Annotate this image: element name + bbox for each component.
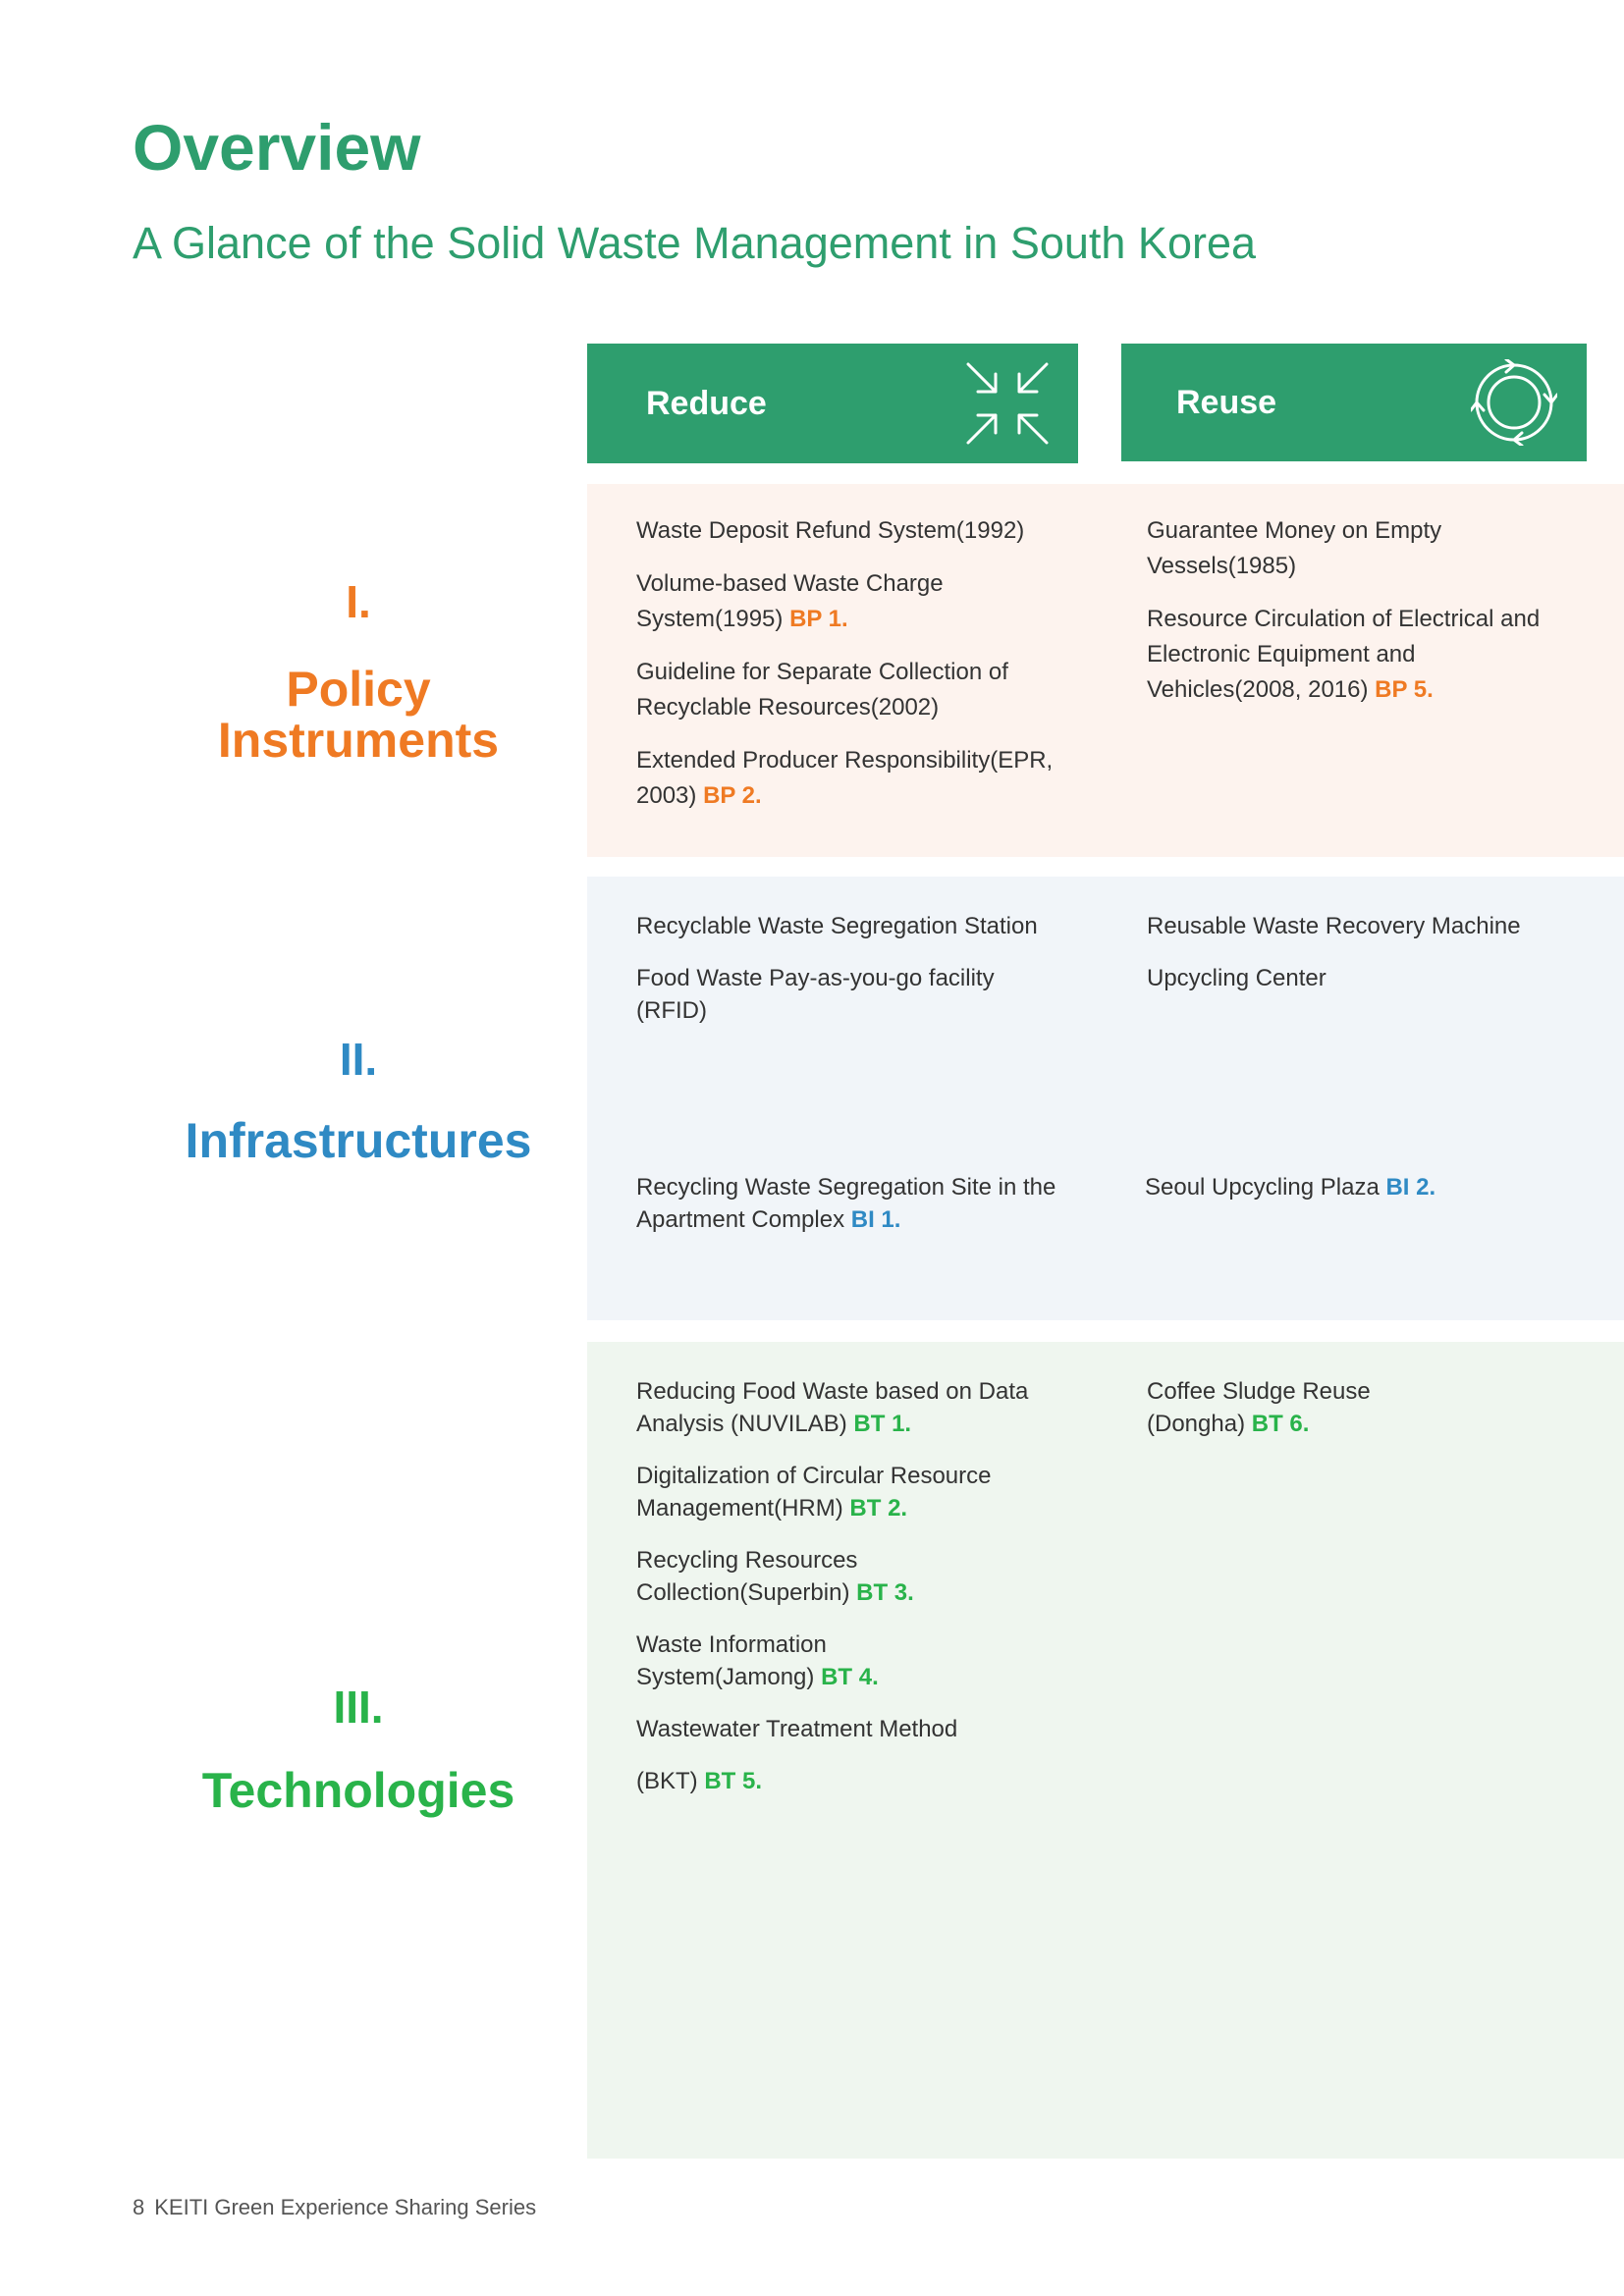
case-tag: BT 2. — [849, 1495, 908, 1522]
list-item: Recycling Waste Segregation Site in the Apartment Complex BI 1. — [636, 1174, 1056, 1233]
page-number: 8 — [133, 2195, 145, 2219]
list-item: Waste Information System(Jamong) BT 4. — [636, 1631, 879, 1690]
list-item: Seoul Upcycling Plaza BI 2. — [1145, 1174, 1436, 1201]
list-item: Resource Circulation of Electrical and Electronic Equipment and Vehicles(2008, 2016) BP 5. — [1147, 606, 1541, 703]
list-item: Food Waste Pay-as-you-go facility (RFID) — [636, 965, 995, 1024]
page-title: Overview — [133, 111, 421, 184]
list-item: Extended Producer Responsibility(EPR, 2003) BP 2. — [636, 747, 1054, 809]
series-name: KEITI Green Experience Sharing Series — [154, 2195, 537, 2219]
circular-arrows-icon — [1471, 359, 1557, 446]
case-tag: BT 6. — [1251, 1411, 1310, 1437]
infrastructure-reduce-list — [636, 910, 1058, 1044]
section-name-technology: Technologies — [201, 1763, 515, 1818]
list-item: Recyclable Waste Segregation Station — [636, 913, 1038, 939]
infrastructure-panel — [587, 877, 1624, 1320]
compress-arrows-icon — [960, 356, 1055, 451]
list-item: Coffee Sludge Reuse (Dongha) BT 6. — [1147, 1378, 1371, 1437]
technology-reduce-list — [636, 1375, 1058, 1815]
case-tag: BT 1. — [853, 1411, 912, 1437]
column-header-reduce — [587, 344, 1078, 463]
page-subtitle: A Glance of the Solid Waste Management in South Korea — [133, 218, 1257, 268]
case-tag: BP 5. — [1375, 676, 1434, 703]
policy-reduce-list — [636, 513, 1058, 831]
list-item: Recycling Resources Collection(Superbin) BT 3. — [636, 1547, 914, 1606]
list-item: (BKT) BT 5. — [636, 1768, 763, 1794]
case-tag: BP 1. — [789, 606, 848, 632]
list-item: Volume-based Waste Charge System(1995) BP 1. — [636, 570, 944, 632]
case-tag: BP 2. — [703, 782, 762, 809]
section-numeral-infrastructure: II. — [339, 1034, 378, 1085]
list-item: Reducing Food Waste based on Data Analysis (NUVILAB) BT 1. — [636, 1378, 1029, 1437]
infrastructure-reduce-list-bottom — [636, 1171, 1058, 1254]
section-name-policy: Policy Instruments — [217, 662, 500, 768]
technology-reuse-list — [1147, 1375, 1402, 1458]
case-tag: BT 3. — [856, 1579, 914, 1606]
infrastructure-reuse-list — [1147, 910, 1569, 1012]
list-item: Waste Deposit Refund System(1992) — [636, 517, 1025, 544]
column-header-label: Reduce — [646, 384, 767, 422]
case-tag: BI 1. — [850, 1206, 901, 1233]
column-header-reuse — [1121, 344, 1587, 461]
section-name-infrastructure: Infrastructures — [185, 1113, 532, 1168]
list-item: Wastewater Treatment Method — [636, 1716, 958, 1742]
technology-panel — [587, 1342, 1624, 2159]
infrastructure-reuse-list-bottom — [1145, 1171, 1567, 1221]
list-item: Guideline for Separate Collection of Recyclable Resources(2002) — [636, 659, 1008, 721]
list-item: Reusable Waste Recovery Machine — [1147, 913, 1521, 939]
policy-reuse-list — [1147, 513, 1569, 725]
case-tag: BI 2. — [1385, 1174, 1436, 1201]
column-header-label: Reuse — [1176, 383, 1277, 421]
section-numeral-technology: III. — [333, 1682, 384, 1733]
list-item: Guarantee Money on Empty Vessels(1985) — [1147, 517, 1442, 579]
list-item: Digitalization of Circular Resource Management(HRM) BT 2. — [636, 1463, 992, 1522]
section-numeral-policy: I. — [346, 576, 371, 627]
policy-panel — [587, 484, 1624, 857]
list-item: Upcycling Center — [1147, 965, 1326, 991]
case-tag: BT 4. — [821, 1664, 879, 1690]
case-tag: BT 5. — [704, 1768, 763, 1794]
page-footer — [133, 2195, 536, 2220]
